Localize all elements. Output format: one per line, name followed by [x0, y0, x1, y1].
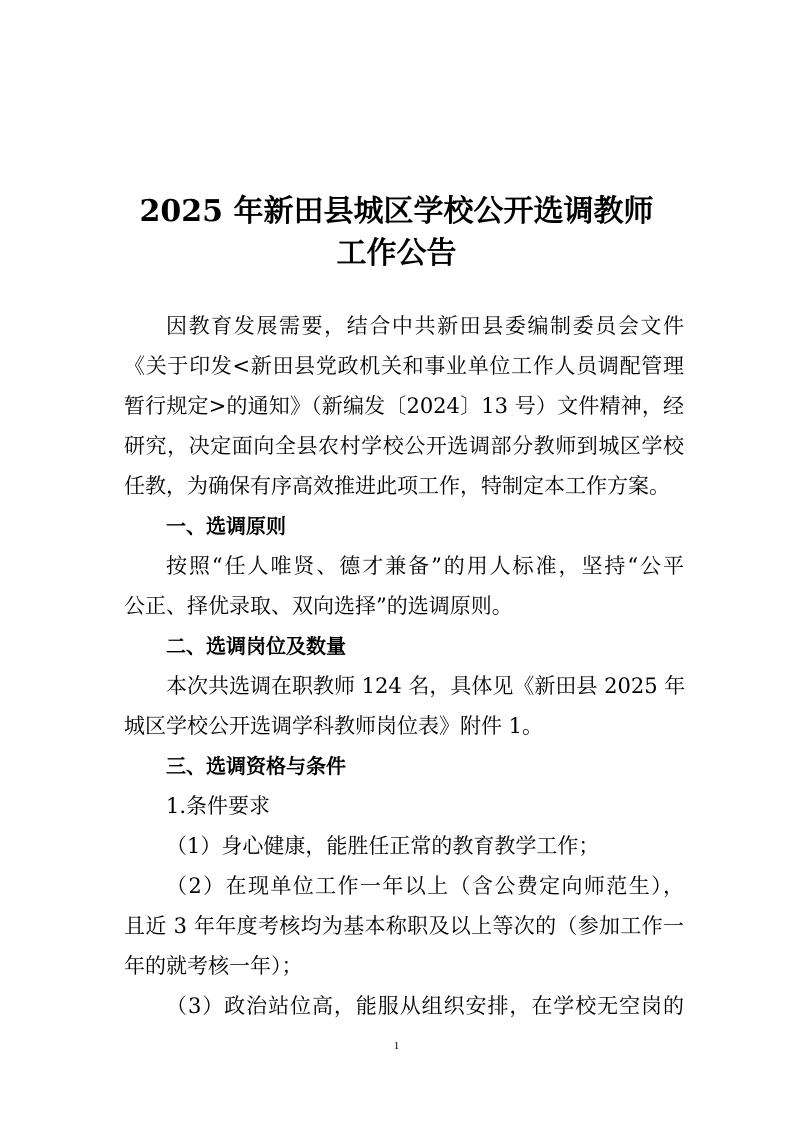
- section1-line-1: 按照“任人唯贤、德才兼备”的用人标准，坚持“公平: [166, 554, 684, 578]
- section-heading-positions-and-quantity: 二、选调岗位及数量: [166, 634, 346, 658]
- document-title-line-1: 2025 年新田县城区学校公开选调教师: [139, 194, 654, 229]
- section-heading-selection-principles: 一、选调原则: [166, 514, 286, 538]
- section2-line-1: 本次共选调在职教师 124 名，具体见《新田县 2025 年: [166, 674, 686, 698]
- section1-line-2: 公正、择优录取、双向选择”的选调原则。: [124, 594, 513, 618]
- intro-line-1: 因教育发展需要，结合中共新田县委编制委员会文件: [166, 314, 684, 338]
- intro-line-5: 任教，为确保有序高效推进此项工作，特制定本工作方案。: [124, 474, 670, 498]
- condition-item-2-line-1: （2）在现单位工作一年以上（含公费定向师范生），: [166, 874, 684, 898]
- section3-subheading: 1.条件要求: [166, 794, 271, 818]
- intro-line-4: 研究，决定面向全县农村学校公开选调部分教师到城区学校: [124, 434, 684, 458]
- document-title-line-2: 工作公告: [336, 236, 457, 271]
- intro-line-2: 《关于印发<新田县党政机关和事业单位工作人员调配管理: [124, 354, 684, 378]
- section2-line-2: 城区学校公开选调学科教师岗位表》附件 1。: [124, 714, 544, 738]
- section-heading-qualifications: 三、选调资格与条件: [166, 754, 346, 778]
- condition-item-2-line-3: 年的就考核一年）；: [124, 954, 303, 978]
- intro-line-3: 暂行规定>的通知》（新编发〔2024〕13 号）文件精神，经: [124, 394, 684, 418]
- condition-item-3-line-1: （3）政治站位高，能服从组织安排，在学校无空岗的: [166, 994, 684, 1018]
- document-body: [124, 306, 684, 1026]
- page-number: 1: [393, 1040, 400, 1052]
- condition-item-2-line-2: 且近 3 年年度考核均为基本称职及以上等次的（参加工作一: [124, 914, 684, 938]
- condition-item-1: （1）身心健康，能胜任正常的教育教学工作；: [166, 834, 600, 858]
